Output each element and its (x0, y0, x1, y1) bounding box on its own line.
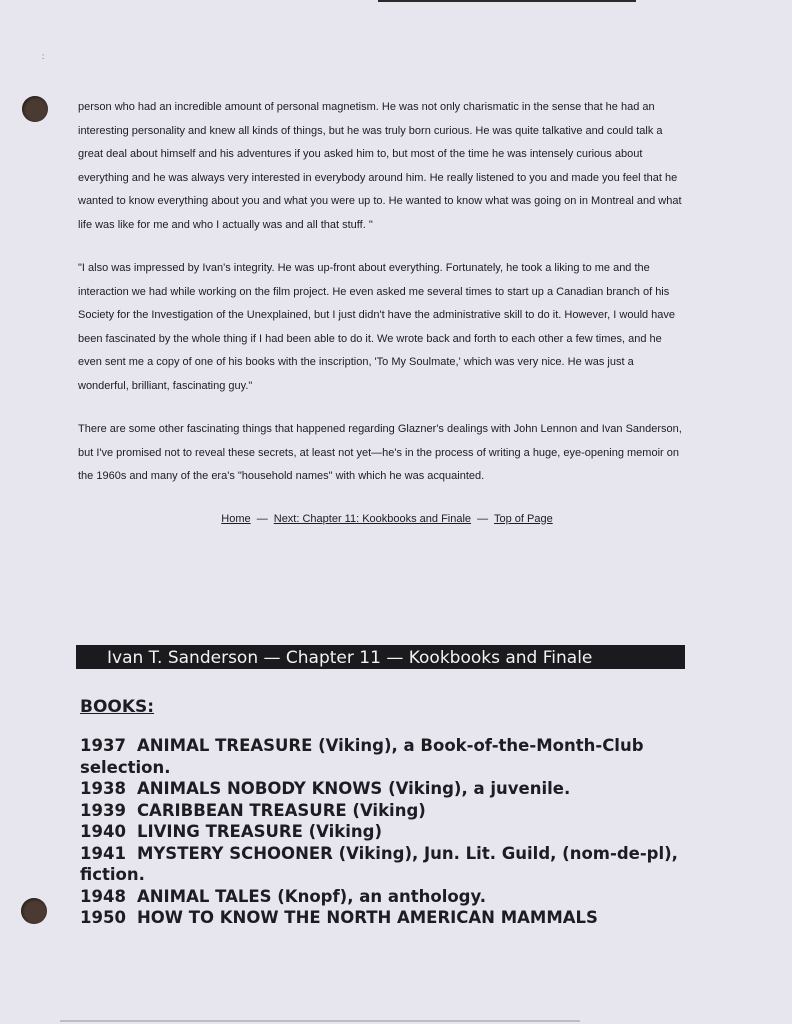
book-year: 1950 (80, 908, 126, 927)
chapter-banner: Ivan T. Sanderson — Chapter 11 — Kookbooks and Finale (76, 645, 685, 669)
book-entry (80, 843, 692, 886)
scan-speck: : (42, 52, 45, 61)
punch-hole-bottom (21, 898, 47, 924)
page-bottom-rule (60, 1020, 580, 1022)
book-year: 1939 (80, 800, 126, 820)
book-title: ANIMAL TALES (Knopf), an anthology. (136, 886, 486, 906)
book-title: MYSTERY SCHOONER (Viking), Jun. Lit. Guild, (nom-de-pl), fiction. (80, 843, 678, 884)
page-navigation (78, 513, 682, 525)
paragraph-1: person who had an incredible amount of personal magnetism. He was not only charismatic in the sense that he had an interesting personality and knew all kinds of things, but he was truly born curious. He was quite talkative and could talk a great deal about himself and his adventures if you asked him to, but most of the time he was intensely curious about everything and he was always very interested in everybody around him. He really listened to you and made you feel that he wanted to know everything about you and what you were up to. He wanted to know what was going on in Montreal and what life was like for me and who I actually was and all that stuff. " (78, 101, 682, 231)
book-title: CARIBBEAN TREASURE (Viking) (136, 800, 426, 820)
book-entry (80, 886, 692, 908)
books-heading: BOOKS: (80, 697, 155, 717)
book-year: 1940 (80, 822, 126, 841)
book-title: ANIMAL TREASURE (Viking), a Book-of-the-Month-Club selection. (80, 736, 644, 777)
top-of-page-link[interactable]: Top of Page (493, 512, 553, 525)
next-chapter-link[interactable]: Next: Chapter 11: Kookbooks and Finale (273, 512, 472, 525)
punch-hole-top (22, 96, 48, 122)
book-year: 1938 (80, 779, 126, 798)
book-entry (80, 821, 692, 843)
nav-separator: — (256, 512, 268, 525)
book-entry (80, 735, 692, 778)
paragraph-3: There are some other fascinating things that happened regarding Glazner's dealings with John Lennon and Ivan Sanderson, but I've promised not to reveal these secrets, at least not yet—he's in the process of writing a huge, eye-opening memoir on the 1960s and many of the era's "household names" with which he was acquainted. (78, 423, 682, 482)
book-year: 1948 (80, 886, 126, 906)
book-entry (80, 800, 692, 822)
book-title: ANIMALS NOBODY KNOWS (Viking), a juvenile. (136, 779, 571, 798)
book-year: 1941 (80, 843, 126, 863)
nav-separator: — (477, 512, 489, 525)
book-year: 1937 (80, 736, 126, 755)
article-body (78, 96, 682, 525)
paragraph-2: "I also was impressed by Ivan's integrity. He was up-front about everything. Fortunately, he took a liking to me and the interaction we had while working on the film project. He even asked me several times to start up a Canadian branch of his Society for the Investigation of the Unexplained, but I just didn't have the administrative skill to do it. However, I would have been fascinated by the whole thing if I had been able to do it. We wrote back and forth to each other a few times, and he even sent me a copy of one of his books with the inscription, 'To My Soulmate,' which was very nice. He was just a wonderful, brilliant, fascinating guy." (78, 262, 676, 392)
book-title: LIVING TREASURE (Viking) (136, 822, 383, 841)
books-list (80, 735, 692, 929)
page-top-rule (378, 0, 636, 2)
book-title: HOW TO KNOW THE NORTH AMERICAN MAMMALS (136, 908, 598, 927)
home-link[interactable]: Home (221, 512, 251, 525)
book-entry (80, 907, 692, 929)
book-entry (80, 778, 692, 800)
